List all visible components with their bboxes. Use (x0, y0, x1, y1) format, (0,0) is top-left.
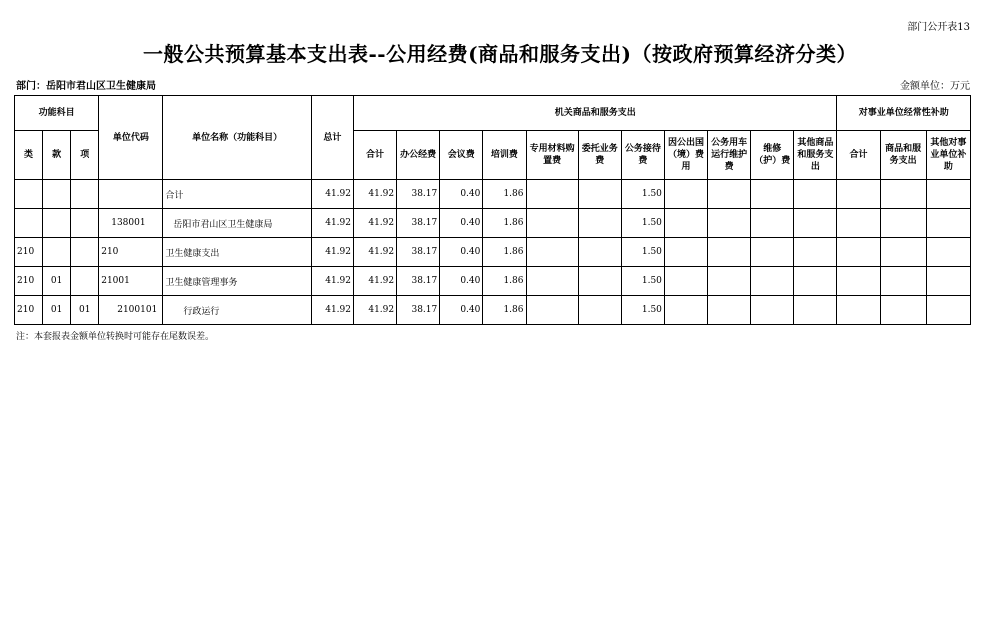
cell-vehicle (708, 296, 751, 325)
cell-name: 行政运行 (163, 296, 311, 325)
cell-xiang (71, 267, 99, 296)
cell-other-goods (794, 267, 837, 296)
cell-materials (526, 296, 578, 325)
cell-name: 岳阳市君山区卫生健康局 (163, 209, 311, 238)
header-other-goods: 其他商品和服务支出 (794, 131, 837, 180)
cell-other-goods (794, 296, 837, 325)
cell-code: 2100101 (99, 296, 163, 325)
cell-abroad (664, 267, 707, 296)
cell-subsidy-other (926, 267, 970, 296)
cell-abroad (664, 180, 707, 209)
cell-subsidy-goods (880, 209, 926, 238)
table-row (15, 267, 971, 296)
table-row (15, 180, 971, 209)
cell-materials (526, 180, 578, 209)
header-reception: 公务接待费 (621, 131, 664, 180)
cell-xiang (71, 209, 99, 238)
cell-code: 138001 (99, 209, 163, 238)
cell-training: 1.86 (483, 267, 526, 296)
cell-vehicle (708, 267, 751, 296)
footnote: 注：本套报表金额单位转换时可能存在尾数误差。 (16, 332, 215, 342)
unit-label: 金额单位：万元 (900, 81, 970, 92)
table-row (15, 238, 971, 267)
cell-office: 38.17 (397, 209, 440, 238)
cell-goods-total: 41.92 (354, 209, 397, 238)
cell-vehicle (708, 209, 751, 238)
cell-office: 38.17 (397, 296, 440, 325)
cell-commission (578, 180, 621, 209)
table-row (15, 209, 971, 238)
header-func-subject: 功能科目 (15, 96, 99, 131)
cell-repair (751, 267, 794, 296)
cell-meeting: 0.40 (440, 238, 483, 267)
cell-reception: 1.50 (621, 238, 664, 267)
header-commission: 委托业务费 (578, 131, 621, 180)
cell-kuan: 01 (43, 296, 71, 325)
cell-subsidy-total (837, 238, 880, 267)
header-lei: 类 (15, 131, 43, 180)
cell-reception: 1.50 (621, 180, 664, 209)
cell-subsidy-other (926, 296, 970, 325)
cell-subsidy-other (926, 209, 970, 238)
cell-total: 41.92 (311, 238, 353, 267)
cell-subsidy-total (837, 180, 880, 209)
cell-subsidy-total (837, 209, 880, 238)
cell-subsidy-other (926, 238, 970, 267)
cell-abroad (664, 296, 707, 325)
header-kuan: 款 (43, 131, 71, 180)
cell-total: 41.92 (311, 296, 353, 325)
cell-materials (526, 209, 578, 238)
header-subsidy-other: 其他对事业单位补助 (926, 131, 970, 180)
cell-vehicle (708, 238, 751, 267)
cell-goods-total: 41.92 (354, 267, 397, 296)
header-org-goods: 机关商品和服务支出 (354, 96, 837, 131)
cell-repair (751, 180, 794, 209)
cell-subsidy-goods (880, 267, 926, 296)
cell-goods-total: 41.92 (354, 238, 397, 267)
header-office: 办公经费 (397, 131, 440, 180)
header-xiang: 项 (71, 131, 99, 180)
cell-kuan: 01 (43, 267, 71, 296)
cell-reception: 1.50 (621, 267, 664, 296)
department-label: 部门：岳阳市君山区卫生健康局 (16, 81, 156, 92)
header-repair: 维修（护）费 (751, 131, 794, 180)
cell-meeting: 0.40 (440, 267, 483, 296)
cell-lei (15, 180, 43, 209)
cell-kuan (43, 180, 71, 209)
cell-reception: 1.50 (621, 296, 664, 325)
cell-code: 21001 (99, 267, 163, 296)
cell-repair (751, 296, 794, 325)
cell-repair (751, 209, 794, 238)
cell-commission (578, 209, 621, 238)
cell-meeting: 0.40 (440, 296, 483, 325)
cell-lei: 210 (15, 267, 43, 296)
cell-meeting: 0.40 (440, 209, 483, 238)
cell-name: 卫生健康管理事务 (163, 267, 311, 296)
cell-xiang (71, 238, 99, 267)
header-abroad: 因公出国（境）费用 (664, 131, 707, 180)
cell-lei: 210 (15, 296, 43, 325)
cell-office: 38.17 (397, 267, 440, 296)
header-unit-name: 单位名称（功能科目） (163, 96, 311, 180)
header-subsidy-goods: 商品和服务支出 (880, 131, 926, 180)
cell-materials (526, 267, 578, 296)
cell-training: 1.86 (483, 209, 526, 238)
cell-abroad (664, 209, 707, 238)
cell-abroad (664, 238, 707, 267)
cell-subsidy-goods (880, 238, 926, 267)
cell-materials (526, 238, 578, 267)
cell-subsidy-total (837, 296, 880, 325)
cell-commission (578, 238, 621, 267)
cell-subsidy-other (926, 180, 970, 209)
budget-table (14, 95, 971, 325)
cell-other-goods (794, 209, 837, 238)
cell-meeting: 0.40 (440, 180, 483, 209)
cell-total: 41.92 (311, 180, 353, 209)
cell-subsidy-goods (880, 180, 926, 209)
cell-repair (751, 238, 794, 267)
header-unit-code: 单位代码 (99, 96, 163, 180)
header-materials: 专用材料购置费 (526, 131, 578, 180)
cell-kuan (43, 209, 71, 238)
cell-reception: 1.50 (621, 209, 664, 238)
cell-office: 38.17 (397, 180, 440, 209)
cell-commission (578, 267, 621, 296)
cell-lei: 210 (15, 238, 43, 267)
table-row (15, 296, 971, 325)
cell-office: 38.17 (397, 238, 440, 267)
header-total: 总计 (311, 96, 353, 180)
cell-subsidy-goods (880, 296, 926, 325)
cell-goods-total: 41.92 (354, 180, 397, 209)
cell-name: 卫生健康支出 (163, 238, 311, 267)
cell-subsidy-total (837, 267, 880, 296)
table-number-label: 部门公开表13 (907, 22, 970, 33)
cell-total: 41.92 (311, 209, 353, 238)
cell-vehicle (708, 180, 751, 209)
cell-code: 210 (99, 238, 163, 267)
cell-goods-total: 41.92 (354, 296, 397, 325)
cell-xiang: 01 (71, 296, 99, 325)
cell-training: 1.86 (483, 180, 526, 209)
cell-code (99, 180, 163, 209)
cell-commission (578, 296, 621, 325)
header-vehicle: 公务用车运行维护费 (708, 131, 751, 180)
cell-training: 1.86 (483, 296, 526, 325)
header-meeting: 会议费 (440, 131, 483, 180)
header-training: 培训费 (483, 131, 526, 180)
cell-total: 41.92 (311, 267, 353, 296)
page-title: 一般公共预算基本支出表--公用经费(商品和服务支出)（按政府预算经济分类） (142, 42, 858, 66)
cell-training: 1.86 (483, 238, 526, 267)
header-subsidy-total: 合计 (837, 131, 880, 180)
cell-xiang (71, 180, 99, 209)
header-goods-total: 合计 (354, 131, 397, 180)
cell-kuan (43, 238, 71, 267)
cell-other-goods (794, 180, 837, 209)
cell-other-goods (794, 238, 837, 267)
header-subsidy: 对事业单位经常性补助 (837, 96, 971, 131)
cell-name: 合计 (163, 180, 311, 209)
cell-lei (15, 209, 43, 238)
